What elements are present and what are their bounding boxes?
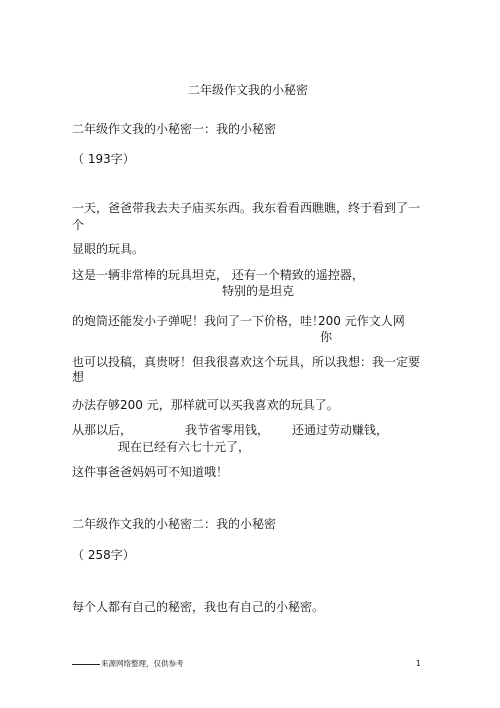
body-line: 的炮筒还能发小子弹呢！我问了一下价格，哇！ xyxy=(72,314,325,328)
page-title: 二年级作文我的小秘密 xyxy=(188,83,309,97)
body-line: 个 xyxy=(72,218,85,232)
body-line: 200 元作文人网 xyxy=(318,314,405,328)
body-line: 这件事爸爸妈妈可不知道哦！ xyxy=(72,465,229,479)
body-line: 一天，爸爸带我去夫子庙买东西。我东看看西瞧瞧，终于看到了一 xyxy=(72,201,421,215)
body-line: 特别的是坦克 xyxy=(222,284,295,298)
body-line: 你 xyxy=(320,330,333,344)
body-line: 从那以后， xyxy=(72,423,133,437)
word-count-2: （ 258字） xyxy=(72,548,135,562)
body-line: 显眼的玩具。 xyxy=(72,242,145,256)
body-line: 办法存够200 元，那样就可以买我喜欢的玩具了。 xyxy=(72,398,339,412)
word-count-1: （ 193字） xyxy=(72,152,135,166)
body-line: 现在已经有六七十元了， xyxy=(118,440,251,454)
section-heading-2: 二年级作文我的小秘密二：我的小秘密 xyxy=(72,517,277,531)
body-line: 想 xyxy=(72,370,85,384)
footer-divider xyxy=(72,664,100,665)
footer-source-note: 来源网络整理，仅供参考 xyxy=(101,659,184,668)
body-line: 也可以投稿，真贵呀！但我很喜欢这个玩具，所以我想：我一定要 xyxy=(72,355,421,369)
body-line: 这是一辆非常棒的玩具坦克， 还有一个精致的遥控器， xyxy=(72,268,364,282)
body-line: 还通过劳动赚钱， xyxy=(292,423,389,437)
body-line: 我节省零用钱， xyxy=(185,423,270,437)
page-number: 1 xyxy=(416,659,421,668)
body-line: 每个人都有自己的秘密，我也有自己的小秘密。 xyxy=(72,600,325,614)
section-heading-1: 二年级作文我的小秘密一：我的小秘密 xyxy=(72,122,277,136)
